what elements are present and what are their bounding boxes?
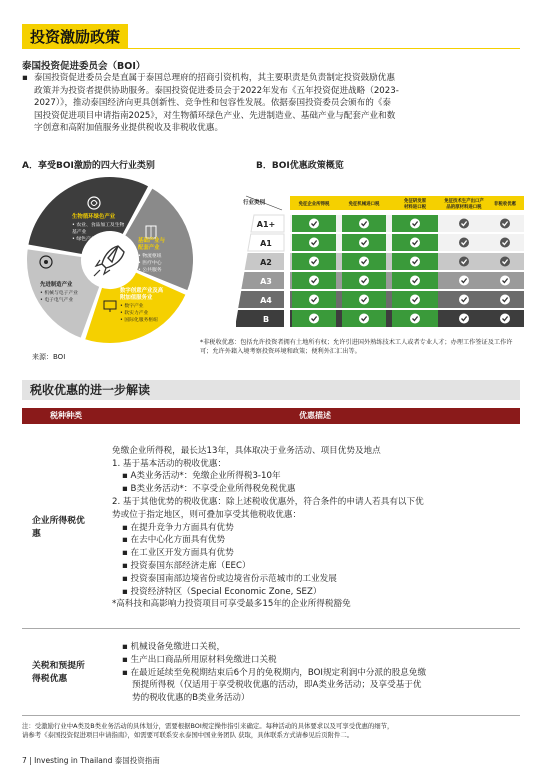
footnote-line: 注：受激励行业中A类及B类业务活动的具体划分，需要根据BOI规定操作指引来确定。每种活动的具体要求以及可享受优惠的细节， bbox=[22, 722, 394, 730]
segment-item: • 公共服务 bbox=[138, 268, 162, 273]
tax-category bbox=[32, 660, 85, 686]
bullet-icon: ▪ bbox=[22, 73, 28, 83]
tax-description-line: 1. 基于基本活动的税收优惠： bbox=[112, 458, 227, 469]
check-icon bbox=[410, 219, 420, 229]
page-footer-text: | Investing in Thailand 泰国投资指南 bbox=[29, 756, 160, 765]
segment-item: • 数字产业 bbox=[120, 304, 144, 309]
tax-table-header bbox=[22, 408, 520, 424]
tax-description bbox=[112, 445, 424, 611]
industry-ring-diagram bbox=[20, 170, 200, 350]
tax-description-line: ▪ 在去中心化方面具有优势 bbox=[122, 535, 226, 546]
tax-description-line: 势或位于指定地区，则可叠加享受其他税收优惠： bbox=[112, 509, 302, 520]
source-note: 来源：BOI bbox=[32, 353, 66, 361]
section-2-title: 税收优惠的进一步解读 bbox=[30, 383, 151, 397]
segment-title: 数字创意产业及高 bbox=[120, 288, 164, 294]
check-icon bbox=[459, 219, 469, 229]
segment-item: • 电子电气产业 bbox=[40, 298, 74, 303]
pyramid-header: 品的原材料进口税 bbox=[446, 205, 482, 210]
check-icon bbox=[309, 257, 319, 267]
boi-intro-line: 政策并为投资者提供协助服务。泰国投资促进委员会于2022年发布《五年投资促进战略（2023- bbox=[34, 85, 399, 96]
tax-description-line: 预提所得税（仅适用于享受税收优惠的活动，即A类业务活动；及享受基于优 bbox=[132, 680, 422, 691]
check-icon bbox=[309, 238, 319, 248]
tax-description-line: ▪ 投资经济特区（Special Economic Zone, SEZ） bbox=[122, 586, 322, 597]
boi-title: 泰国投资促进委员会（BOI） bbox=[22, 61, 146, 72]
section-2-banner bbox=[22, 380, 520, 400]
pyramid-header: 免征研发原 bbox=[404, 199, 426, 204]
pyramid-header: 行业类别 bbox=[242, 200, 266, 206]
title-underline bbox=[22, 48, 520, 49]
check-icon bbox=[410, 238, 420, 248]
tax-description-line: 免缴企业所得税，最长达13年，具体取决于业务活动、项目优势及地点 bbox=[112, 445, 381, 456]
segment-item: • 绿色产业 bbox=[72, 237, 96, 242]
check-icon bbox=[309, 314, 319, 324]
tax-description-line: *高科技和高影响力投资项目可享受最多15年的企业所得税豁免 bbox=[112, 599, 351, 610]
tax-category-line: 企业所得税优 bbox=[32, 516, 85, 526]
check-icon bbox=[410, 257, 420, 267]
tax-table-header-type: 税种种类 bbox=[50, 411, 82, 420]
section-b-title: B．BOI优惠政策概览 bbox=[256, 161, 344, 171]
section-a-title: A．享受BOI激励的四大行业类别 bbox=[22, 161, 155, 171]
footnote-line: 请参考《泰国投资促进项目申请指南》，如需要可联系安永泰国中国业务团队 获取，具体联系方式请参见后页附件二。 bbox=[22, 731, 354, 739]
check-icon bbox=[359, 257, 369, 267]
check-icon bbox=[359, 238, 369, 248]
boi-pyramid-table bbox=[236, 188, 526, 336]
pyramid-level-label: A2 bbox=[260, 258, 272, 267]
tax-description-line: ▪ 在提升竞争力方面具有优势 bbox=[122, 522, 234, 533]
check-icon bbox=[309, 219, 319, 229]
check-icon bbox=[359, 219, 369, 229]
check-icon bbox=[500, 276, 510, 286]
segment-item: • 机械与电子产业 bbox=[40, 291, 78, 296]
tax-description-line: ▪ 在最近延续至免税期结束后6个月的免税期内，BOI规定利润中分派的股息免缴 bbox=[122, 667, 427, 678]
tax-description-line: ▪ 机械设备免缴进口关税， bbox=[122, 642, 226, 652]
tax-table-header-desc: 优惠描述 bbox=[299, 411, 331, 420]
tax-description-line: 2. 基于其他优势的税收优惠：除上述税收优惠外，符合条件的申请人若具有以下优 bbox=[112, 496, 424, 507]
tax-description bbox=[112, 641, 426, 705]
segment-title: 配套产业 bbox=[138, 245, 160, 251]
segment-title: 生物循环绿色产业 bbox=[72, 214, 116, 220]
check-icon bbox=[410, 276, 420, 286]
check-icon bbox=[309, 295, 319, 305]
pyramid-level-label: A3 bbox=[260, 277, 272, 286]
tax-table-divider bbox=[22, 715, 520, 716]
tax-description-line: ▪ A类业务活动*：免缴企业所得税3-10年 bbox=[122, 471, 281, 482]
boi-intro-line: 2027）》，推动泰国经济向更具创新性、竞争性和包容性发展。依据泰国投资委员会颁布的《泰 bbox=[34, 98, 392, 109]
check-icon bbox=[359, 276, 369, 286]
non-tax-note: *非税收优惠：包括允许投资者拥有土地所有权；允许引进国外熟练技术工人或者专业人才；办理工作签证及工作许可；允许外籍入境考察投资环境和政策；便利外汇汇出等。 bbox=[200, 339, 513, 355]
pyramid-header: 免征机械进口税 bbox=[348, 202, 380, 207]
tax-description-line: ▪ 投资泰国东部经济走廊（EEC） bbox=[122, 560, 251, 571]
tax-description-line: ▪ 投资泰国南部边境省份或边境省份示范城市的工业发展 bbox=[122, 573, 337, 584]
check-icon bbox=[500, 257, 510, 267]
check-icon bbox=[459, 295, 469, 305]
check-icon bbox=[459, 238, 469, 248]
boi-intro-line: 字创意和高附加值服务业提供税收及非税收优惠。 bbox=[34, 123, 224, 134]
segment-item: • 农业、食品加工及生物 bbox=[72, 223, 125, 228]
tax-description-line: ▪ B类业务活动*：不享受企业所得税免税优惠 bbox=[122, 484, 296, 495]
segment-title: 先进制造产业 bbox=[40, 282, 73, 288]
pyramid-header: 材料进口税 bbox=[404, 205, 426, 210]
check-icon bbox=[500, 238, 510, 248]
segment-item: • 国际化服务枢纽 bbox=[120, 318, 158, 323]
tax-category-line: 关税和预提所 bbox=[32, 661, 85, 671]
pyramid-level-label: A1 bbox=[260, 239, 272, 248]
segment-title: 附加值服务业 bbox=[120, 295, 153, 301]
segment-item: • 软实力产业 bbox=[120, 311, 149, 316]
check-icon bbox=[459, 276, 469, 286]
footnote bbox=[22, 722, 520, 740]
check-icon bbox=[459, 314, 469, 324]
pyramid-level bbox=[236, 310, 284, 327]
boi-intro bbox=[22, 72, 520, 135]
tax-table-body bbox=[22, 428, 520, 718]
tax-description-line: ▪ 生产出口商品所用原材料免缴进口关税 bbox=[122, 654, 277, 665]
boi-intro-line: 国投资促进项目申请指南2025》，对生物循环绿色产业、先进制造业、基础产业与配套产业和数 bbox=[34, 110, 396, 121]
tax-table-row bbox=[22, 631, 520, 715]
tax-category bbox=[32, 515, 85, 541]
boi-intro-text bbox=[34, 72, 520, 135]
check-icon bbox=[410, 314, 420, 324]
check-icon bbox=[459, 257, 469, 267]
segment-item: • 医疗中心 bbox=[138, 261, 162, 266]
check-icon bbox=[500, 219, 510, 229]
tax-category-line: 得税优惠 bbox=[32, 674, 68, 684]
pyramid-header: 非税收优惠 bbox=[494, 202, 516, 207]
tax-description-line: ▪ 在工业区开发方面具有优势 bbox=[122, 548, 234, 559]
segment-item: 基产业 bbox=[72, 230, 87, 235]
page-title: 投资激励政策 bbox=[22, 24, 128, 49]
pyramid-level-label: A4 bbox=[260, 296, 272, 305]
check-icon bbox=[500, 295, 510, 305]
check-icon bbox=[410, 295, 420, 305]
pyramid-level-label: A1+ bbox=[256, 220, 276, 229]
check-icon bbox=[359, 295, 369, 305]
segment-title: 基础产业与 bbox=[138, 238, 165, 244]
page-number: 7 bbox=[22, 756, 27, 765]
tax-category-line: 惠 bbox=[32, 529, 41, 539]
pyramid-level-label: B bbox=[262, 315, 270, 324]
page-footer bbox=[22, 755, 160, 766]
boi-intro-line: 泰国投资促进委员会是直属于泰国总理府的招商引资机构，其主要职责是负责制定投资鼓励优惠 bbox=[34, 73, 395, 83]
tax-table-row bbox=[22, 428, 520, 628]
pyramid-header: 免征技术生产出口产 bbox=[444, 199, 484, 204]
segment-item: • 物流枢纽 bbox=[138, 254, 162, 259]
tax-description-line: 势的税收优惠的B类业务活动） bbox=[132, 693, 250, 704]
check-icon bbox=[359, 314, 369, 324]
pyramid-header: 免征企业所得税 bbox=[298, 202, 330, 207]
check-icon bbox=[309, 276, 319, 286]
tax-table-divider bbox=[22, 628, 520, 629]
check-icon bbox=[500, 314, 510, 324]
